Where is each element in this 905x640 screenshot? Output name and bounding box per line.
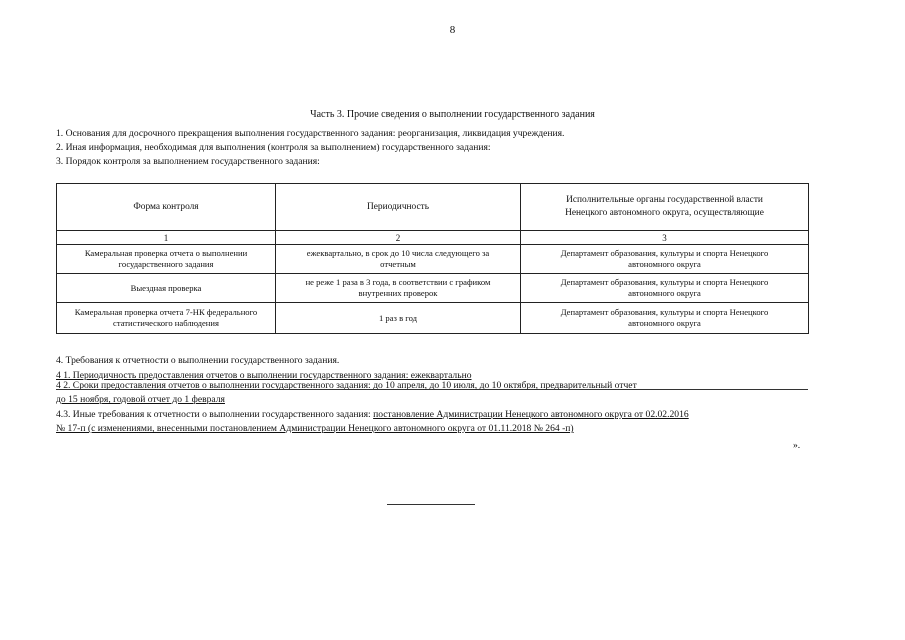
cell-line: государственного задания [118, 259, 214, 269]
header-authorities-line1: Исполнительные органы государственной власти [566, 195, 763, 205]
cell-line: Камеральная проверка отчета о выполнении [84, 248, 248, 258]
cell-line: автономного округа [628, 259, 701, 269]
cell-line: статистического наблюдения [113, 318, 219, 328]
authority-cell [521, 274, 809, 303]
cell-line: не реже 1 раза в 3 года, в соответствии с графиком [305, 277, 491, 287]
control-form-cell [57, 303, 276, 334]
closing-quote: ». [793, 440, 801, 451]
item-4-3-text [56, 409, 689, 420]
cell-line: Департамент образования, культуры и спорта Ненецкого [560, 248, 769, 258]
periodicity-cell [276, 245, 521, 274]
control-form-cell [57, 274, 276, 303]
item-4-3-continuation: № 17-п (с изменениями, внесенными постановлением Администрации Ненецкого автономного округа от 01.11.2018 № 264 -п) [56, 423, 574, 434]
cell-line: автономного округа [628, 288, 701, 298]
item-1-text: 1. Основания для досрочного прекращения выполнения государственного задания: реорганизация, ликвидация учреждения. [56, 128, 565, 139]
table-row [57, 274, 809, 303]
item-4-3-label: 4.3. Иные требования к отчетности о выполнении государственного задания: [56, 409, 374, 420]
cell-line: Выездная проверка [130, 282, 202, 293]
item-4-3-value: постановление Администрации Ненецкого автономного округа от 02.02.2016 [373, 409, 689, 420]
item-4-2-continuation: до 15 ноября, годовой отчет до 1 февраля [56, 394, 225, 405]
column-number: 2 [276, 231, 521, 245]
cell-line: ежеквартально, в срок до 10 числа следующего за [306, 248, 490, 258]
cell-line: автономного округа [628, 318, 701, 328]
page-number: 8 [449, 24, 456, 36]
periodicity-cell [276, 274, 521, 303]
header-control-form: Форма контроля [57, 184, 276, 231]
cell-line: 1 раз в год [378, 312, 418, 323]
header-authorities-line2: Ненецкого автономного округа, осуществляющие [565, 208, 764, 218]
header-authorities [521, 184, 809, 231]
column-number: 1 [57, 231, 276, 245]
item-4-text: 4. Требования к отчетности о выполнении государственного задания. [56, 355, 340, 366]
cell-line: Камеральная проверка отчета 7-НК федерального [74, 307, 258, 317]
cell-line: отчетным [380, 259, 416, 269]
header-periodicity: Периодичность [276, 184, 521, 231]
section-title: Часть 3. Прочие сведения о выполнении государственного задания [310, 109, 595, 120]
table-header-row [57, 184, 809, 231]
item-4-2-value: до 10 апреля, до 10 июля, до 10 октября, предварительный отчет [373, 380, 637, 391]
closing-divider [387, 504, 475, 505]
table-row [57, 303, 809, 334]
control-table [56, 183, 809, 334]
cell-line: внутренних проверок [358, 288, 438, 298]
underline-rule [56, 389, 808, 390]
periodicity-cell [276, 303, 521, 334]
table-row [57, 245, 809, 274]
control-form-cell [57, 245, 276, 274]
cell-line: Департамент образования, культуры и спорта Ненецкого [560, 307, 769, 317]
column-number: 3 [521, 231, 809, 245]
item-2-text: 2. Иная информация, необходимая для выполнения (контроля за выполнением) государственного задания: [56, 142, 491, 153]
authority-cell [521, 303, 809, 334]
item-4-1-text: 4 1. Периодичность предоставления отчетов о выполнении государственного задания: ежеквартально [56, 370, 472, 381]
item-4-2-label: 4 2. Сроки предоставления отчетов о выполнении государственного задания: [56, 380, 374, 391]
authority-cell [521, 245, 809, 274]
column-number-row [57, 231, 809, 245]
item-3-text: 3. Порядок контроля за выполнением государственного задания: [56, 156, 320, 167]
cell-line: Департамент образования, культуры и спорта Ненецкого [560, 277, 769, 287]
